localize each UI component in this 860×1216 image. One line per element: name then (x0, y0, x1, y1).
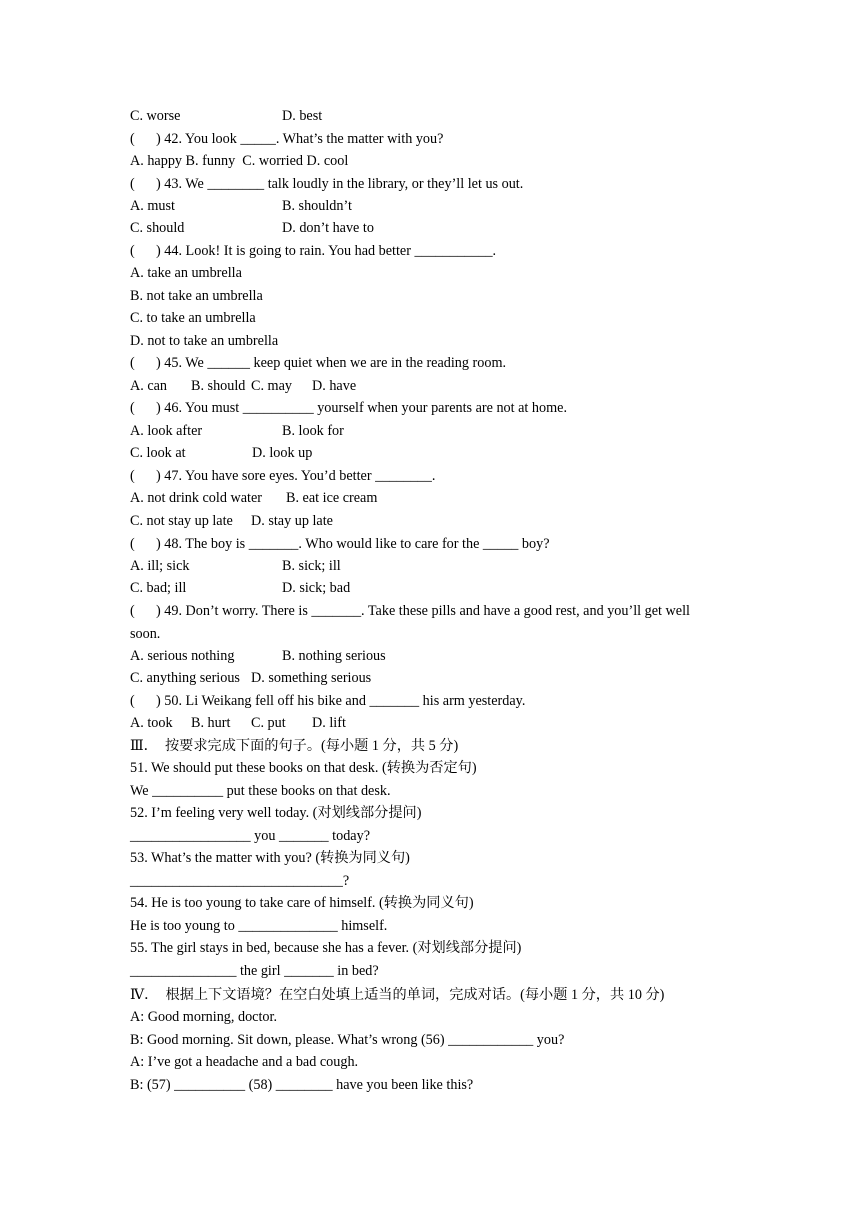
option-text: A. ill; sick (130, 558, 190, 574)
option-text: D. stay up late (251, 513, 333, 529)
option-text: A. can (130, 378, 168, 394)
line-text: C. to take an umbrella (130, 310, 256, 326)
line-text: soon. (130, 626, 161, 642)
option-text: D. something serious (251, 670, 372, 686)
line-text: A: I’ve got a headache and a bad cough. (130, 1054, 359, 1070)
option-text: A. not drink cold water (130, 490, 262, 506)
option-text: B. nothing serious (282, 648, 386, 664)
option-text: C. worse (130, 108, 181, 124)
option-text: C. should (130, 220, 185, 236)
line-text: ( ) 43. We ________ talk loudly in the library, or they’ll let us out. (130, 176, 524, 192)
line-text: He is too young to ______________ himself. (130, 918, 388, 934)
line-text: ( ) 46. You must __________ yourself when your parents are not at home. (130, 400, 567, 416)
option-text: C. look at (130, 445, 186, 461)
line-text: A. take an umbrella (130, 265, 242, 281)
option-text: B. shouldn’t (282, 198, 352, 214)
line-text: Ⅲ． 按要求完成下面的句子。(每小题 1 分，共 5 分) (130, 738, 459, 754)
line-text: ( ) 49. Don’t worry. There is _______. Take these pills and have a good rest, and you’ll get well (130, 603, 690, 619)
option-text: B. hurt (191, 715, 231, 731)
line-text: ( ) 48. The boy is _______. Who would like to care for the _____ boy? (130, 536, 550, 552)
option-text: C. may (251, 378, 292, 394)
line-text: ( ) 47. You have sore eyes. You’d better ________. (130, 468, 436, 484)
line-text: _______________ the girl _______ in bed? (130, 963, 379, 979)
line-text: ( ) 50. Li Weikang fell off his bike and _______ his arm yesterday. (130, 693, 526, 709)
line-text: We __________ put these books on that desk. (130, 783, 391, 799)
option-text: A. must (130, 198, 175, 214)
line-text: 51. We should put these books on that desk. (转换为否定句) (130, 760, 477, 776)
option-text: D. look up (252, 445, 313, 461)
line-text: ______________________________? (130, 873, 350, 889)
line-text: Ⅳ． 根据上下文语境？在空白处填上适当的单词，完成对话。(每小题 1 分，共 10 分) (130, 987, 665, 1003)
line-text: _________________ you _______ today? (130, 828, 370, 844)
option-text: A. took (130, 715, 173, 731)
option-text: B. should (191, 378, 246, 394)
line-text: D. not to take an umbrella (130, 333, 279, 349)
option-text: A. look after (130, 423, 203, 439)
line-text: 52. I’m feeling very well today. (对划线部分提问) (130, 805, 422, 821)
option-text: B. sick; ill (282, 558, 341, 574)
option-text: D. have (312, 378, 357, 394)
line-text: A. happy B. funny C. worried D. cool (130, 153, 349, 169)
option-text: A. serious nothing (130, 648, 235, 664)
option-text: D. don’t have to (282, 220, 374, 236)
line-text: 54. He is too young to take care of himself. (转换为同义句) (130, 895, 474, 911)
option-text: B. eat ice cream (286, 490, 378, 506)
line-text: 55. The girl stays in bed, because she has a fever. (对划线部分提问) (130, 940, 522, 956)
line-text: B. not take an umbrella (130, 288, 263, 304)
option-text: C. anything serious (130, 670, 240, 686)
option-text: D. lift (312, 715, 346, 731)
option-text: B. look for (282, 423, 344, 439)
option-text: C. not stay up late (130, 513, 233, 529)
option-text: C. put (251, 715, 286, 731)
line-text: 53. What’s the matter with you? (转换为同义句) (130, 850, 410, 866)
option-text: D. sick; bad (282, 580, 351, 596)
line-text: ( ) 42. You look _____. What’s the matter with you? (130, 131, 444, 147)
option-text: C. bad; ill (130, 580, 187, 596)
option-text: D. best (282, 108, 323, 124)
line-text: B: Good morning. Sit down, please. What’s wrong (56) ____________ you? (130, 1032, 565, 1048)
line-text: B: (57) __________ (58) ________ have you been like this? (130, 1077, 474, 1093)
line-text: A: Good morning, doctor. (130, 1009, 277, 1025)
line-text: ( ) 45. We ______ keep quiet when we are in the reading room. (130, 355, 507, 371)
line-text: ( ) 44. Look! It is going to rain. You had better ___________. (130, 243, 497, 259)
